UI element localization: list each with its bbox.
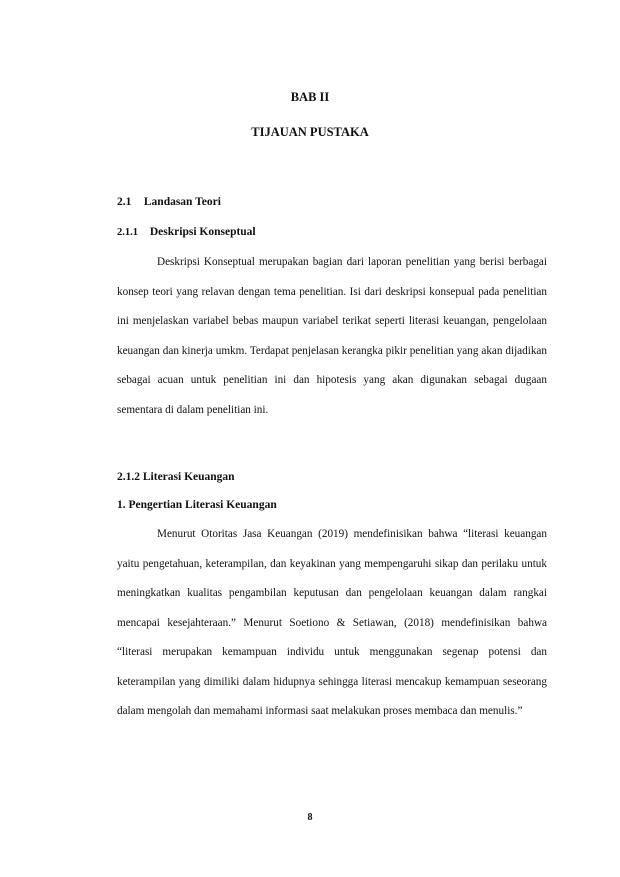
deskripsi-konseptual-paragraph: Deskripsi Konseptual merupakan bagian dari laporan penelitian yang berisi berbagai konsep teori yang relavan dengan tema penelitian. Isi dari deskripsi konsepual pada penelitian ini menjelaskan variabel bebas maupun variabel terikat seperti literasi keuangan, pengelolaan keuangan dan kinerja umkm. Terdapat penjelasan kerangka pikir penelitian yang akan dijadikan sebagai acuan untuk penelitian ini dan hipotesis yang akan digunakan sebagai dugaan sementara di dalam penelitian ini. — [117, 256, 547, 416]
section-2-1-heading — [117, 196, 221, 208]
page-number: 8 — [307, 812, 313, 823]
section-2-1-1-title: Deskripsi Konseptual — [149, 226, 256, 238]
chapter-title: TIJAUAN PUSTAKA — [251, 125, 369, 139]
section-2-1-title: Landasan Teori — [143, 196, 221, 208]
section-2-1-number: 2.1 — [117, 196, 132, 208]
subsection-1-heading: 1. Pengertian Literasi Keuangan — [117, 499, 277, 511]
section-2-1-1-number: 2.1.1 — [117, 227, 138, 238]
literasi-keuangan-paragraph: Menurut Otoritas Jasa Keuangan (2019) mendefinisikan bahwa “literasi keuangan yaitu pengetahuan, keterampilan, dan keyakinan yang mempengaruhi sikap dan perilaku untuk meningkatkan kualitas pengambilan keputusan dan pengelolaan keuangan dalam rangkai mencapai kesejahteraan.” Menurut Soetiono & Setiawan, (2018) mendefinisikan bahwa “literasi merupakan kemampuan individu untuk menggunakan segenap potensi dan keterampilan yang dimiliki dalam hidupnya sehingga literasi mencakup kemampuan seseorang dalam mengolah dan memahami informasi saat melakukan proses membaca dan menulis.” — [117, 528, 547, 717]
section-2-1-2-heading: 2.1.2 Literasi Keuangan — [117, 471, 235, 483]
section-2-1-1-heading — [117, 226, 256, 238]
chapter-number: BAB II — [290, 90, 330, 104]
